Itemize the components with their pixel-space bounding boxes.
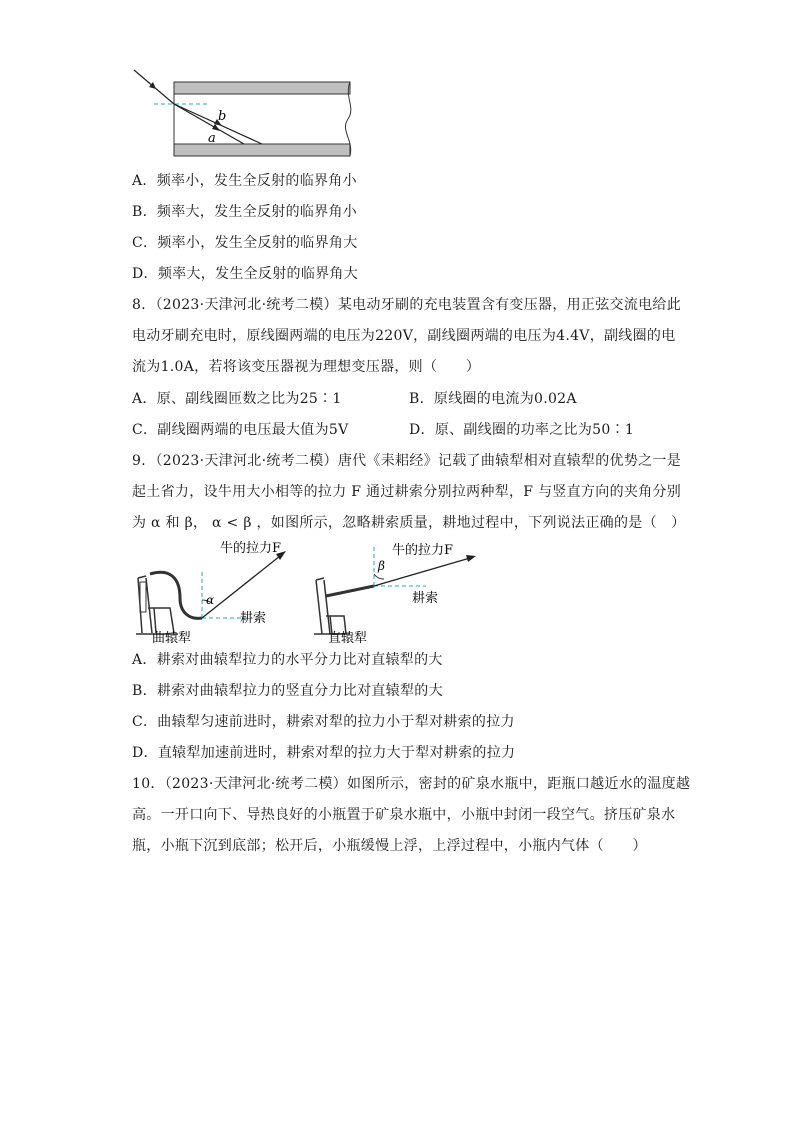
q10-stem-line-2: 高。一开口向下、导热良好的小瓶置于矿泉水瓶中，小瓶中封闭一段空气。挤压矿泉水 — [132, 807, 676, 823]
ray-a-label: a — [208, 131, 216, 146]
left-force-label: 牛的拉力F — [220, 541, 282, 556]
q7-option-d: D．频率大，发生全反射的临界角大 — [132, 266, 359, 282]
right-rope-label: 耕索 — [412, 591, 439, 606]
q9-option-d: D．直辕犁加速前进时，耕索对犁的拉力大于犁对耕索的拉力 — [132, 745, 516, 761]
alpha-label: α — [206, 593, 215, 607]
q8-stem-line-3: 流为1.0A，若将该变压器视为理想变压器，则（ ） — [132, 359, 481, 375]
q10-stem-line-1: 10．（2023·天津河北·统考二模）如图所示，密封的矿泉水瓶中，距瓶口越近水的温度越 — [132, 776, 691, 792]
plow-diagram — [130, 538, 490, 648]
q9-stem-line-1: 9．（2023·天津河北·统考二模）唐代《耒耜经》记载了曲辕犁相对直辕犁的优势之一是 — [132, 453, 682, 469]
plow-figure — [130, 538, 490, 648]
right-force-label: 牛的拉力F — [392, 543, 454, 558]
q9-option-b: B．耕索对曲辕犁拉力的竖直分力比对直辕犁的大 — [132, 683, 443, 699]
straight-plow-caption: 直辕犁 — [328, 631, 368, 646]
q10-stem-line-3: 瓶，小瓶下沉到底部；松开后，小瓶缓慢上浮，上浮过程中，小瓶内气体（ ） — [132, 838, 647, 854]
q7-option-c: C．频率小，发生全反射的临界角大 — [132, 235, 358, 251]
q8-stem-line-2: 电动牙刷充电时，原线圈两端的电压为220V，副线圈两端的电压为4.4V，副线圈的电 — [132, 328, 676, 344]
q8-stem-line-1: 8．（2023·天津河北·统考二模）某电动牙刷的充电装置含有变压器，用正弦交流电给此 — [132, 297, 682, 313]
straight-plow-icon — [314, 578, 374, 634]
q9-option-c: C．曲辕犁匀速前进时，耕索对犁的拉力小于犁对耕索的拉力 — [132, 714, 515, 730]
beta-label: β — [378, 559, 385, 573]
q9-stem-line-2: 起土省力，设牛用大小相等的拉力 F 通过耕索分别拉两种犁，F 与竖直方向的夹角分别 — [132, 484, 682, 500]
curved-plow-caption: 曲辕犁 — [152, 631, 192, 646]
q8-option-a: A．原、副线圈匝数之比为25∶1 — [132, 391, 342, 407]
q8-option-c: C．副线圈两端的电压最大值为5V — [132, 422, 349, 438]
refraction-figure — [132, 62, 360, 162]
ray-b-label: b — [218, 109, 227, 124]
q8-option-d: D．原、副线圈的功率之比为50∶1 — [409, 422, 635, 438]
curved-plow-icon — [136, 572, 202, 634]
q7-option-a: A．频率小，发生全反射的临界角小 — [132, 173, 357, 189]
q9-stem-line-3: 为 α 和 β， α < β ，如图所示，忽略耕索质量，耕地过程中，下列说法正确的是（ ） — [132, 515, 686, 531]
left-rope-label: 耕索 — [240, 611, 267, 626]
refraction-diagram — [132, 62, 360, 162]
q9-option-a: A．耕索对曲辕犁拉力的水平分力比对直辕犁的大 — [132, 652, 443, 668]
q7-option-b: B．频率大，发生全反射的临界角小 — [132, 204, 358, 220]
q8-option-b: B．原线圈的电流为0.02A — [409, 391, 577, 407]
